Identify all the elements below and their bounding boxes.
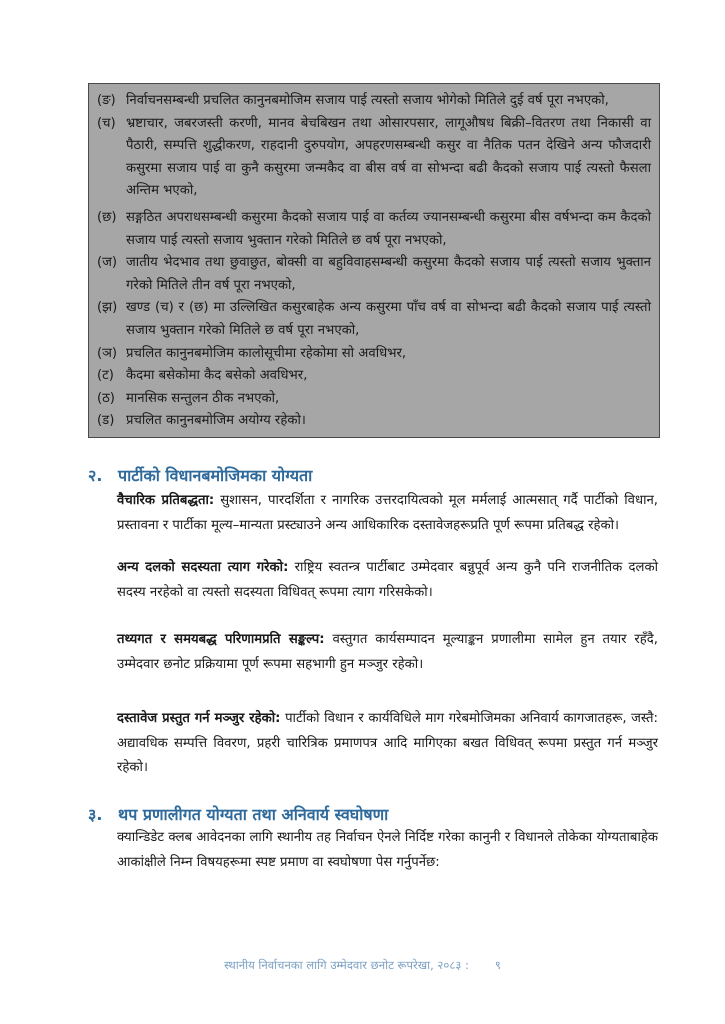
paragraph-lead: दस्तावेज प्रस्तुत गर्न मञ्जुर रहेको: xyxy=(117,711,281,726)
item-marker: (ञ) xyxy=(97,345,118,361)
paragraph-text: वस्तुगत कार्यसम्पादन मूल्याङ्कन प्रणालीमा सामेल हुन तयार रहँदै, उम्मेदवार छनोट प्रक्रियामा पूर्ण रूपमा सहभागी हुन मञ्जुर रहेको। xyxy=(117,632,659,672)
item-marker: (ट) xyxy=(97,368,114,384)
section-heading xyxy=(88,464,312,486)
item-text: निर्वाचनसम्बन्धी प्रचलित कानुनबमोजिम सजाय पाई त्यस्तो सजाय भोगेको मितिले दुई वर्ष पूरा नभएको, xyxy=(126,93,609,108)
paragraph-text: क्यान्डिडेट क्लब आवेदनका लागि स्थानीय तह निर्वाचन ऐनले निर्दिष्ट गरेका कानुनी र विधानले तोकेका योग्यताबाहेक आकांक्षीले निम्न विषयहरूमा स्पष्ट प्रमाण वा स्वघोषणा पेस गर्नुपर्नेछ: xyxy=(117,830,658,870)
list-item xyxy=(97,90,651,113)
list-item xyxy=(97,388,651,411)
item-marker: (ज) xyxy=(97,255,118,271)
list-item xyxy=(97,343,651,366)
section-number: ३. xyxy=(88,805,103,824)
item-marker: (छ) xyxy=(97,209,117,225)
section-heading xyxy=(88,803,388,825)
footer-title: स्थानीय निर्वाचनका लागि उम्मेदवार छनोट रूपरेखा, २०८३ : xyxy=(224,958,469,972)
paragraph-text: पार्टीको विधान र कार्यविधिले माग गरेबमोजिमका अनिवार्य कागजातहरू, जस्तै: अद्यावधिक सम्पत्ति विवरण, प्रहरी चारित्रिक प्रमाणपत्र आदि मागिएका बखत विधिवत् रूपमा प्रस्तुत गर्न मञ्जुर रहेको। xyxy=(117,711,658,775)
item-text: प्रचलित कानुनबमोजिम अयोग्य रहेको। xyxy=(126,413,306,429)
item-text: मानसिक सन्तुलन ठीक नभएको, xyxy=(126,390,280,406)
paragraph xyxy=(117,826,658,875)
item-text: जातीय भेदभाव तथा छुवाछुत, बोक्सी वा बहुविवाहसम्बन्धी कसुरमा कैदको सजाय पाई त्यस्तो सजाय भुक्तान गरेको मितिले तीन वर्ष पूरा नभएको, xyxy=(126,255,651,293)
paragraph xyxy=(117,489,658,538)
paragraph-text: सुशासन, पारदर्शिता र नागरिक उत्तरदायित्वको मूल मर्मलाई आत्मसात् गर्दै पार्टीको विधान, प्रस्तावना र पार्टीका मूल्य–मान्यता प्रस्ट्याउने अन्य आधिकारिक दस्तावेजहरूप्रति पूर्ण रूपमा प्रतिबद्ध रहेको। xyxy=(117,493,658,533)
list-item xyxy=(97,207,651,252)
list-item xyxy=(97,113,651,203)
item-marker: (च) xyxy=(97,115,116,131)
list-item xyxy=(97,297,651,342)
section-title: पार्टीको विधानबमोजिमका योग्यता xyxy=(118,466,313,485)
disqualification-box xyxy=(88,83,660,438)
paragraph-text: राष्ट्रिय स्वतन्त्र पार्टीबाट उम्मेदवार बन्नुपूर्व अन्य कुनै पनि राजनीतिक दलको सदस्य नरहेको वा त्यस्तो सदस्यता विधिवत् रूपमा त्याग गरिसकेको। xyxy=(117,560,659,600)
item-marker: (झ) xyxy=(97,300,118,316)
paragraph-lead: तथ्यगत र समयबद्ध परिणामप्रति सङ्कल्प: xyxy=(117,632,325,647)
list-item xyxy=(97,252,651,297)
paragraph xyxy=(117,556,658,605)
paragraph xyxy=(117,707,658,781)
section-number: २. xyxy=(88,466,103,485)
item-marker: (ङ) xyxy=(97,93,116,108)
item-text: सङ्गठित अपराधसम्बन्धी कसुरमा कैदको सजाय पाई वा कर्तव्य ज्यानसम्बन्धी कसुरमा बीस वर्षभन्दा कम कैदको सजाय पाई त्यस्तो सजाय भुक्तान गरेको मितिले छ वर्ष पूरा नभएको, xyxy=(126,209,651,248)
page-number: ९ xyxy=(494,958,501,972)
section-title: थप प्रणालीगत योग्यता तथा अनिवार्य स्वघोषणा xyxy=(118,805,389,824)
item-text: भ्रष्टाचार, जबरजस्ती करणी, मानव बेचबिखन तथा ओसारपसार, लागूऔषध बिक्री–वितरण तथा निकासी वा पैठारी, सम्पत्ति शुद्धीकरण, राहदानी दुरुपयोग, अपहरणसम्बन्धी कसुर वा नैतिक पतन देखिने अन्य फौजदारी कसुरमा सजाय पाई वा कुनै कसुरमा जन्मकैद वा बीस वर्ष वा सोभन्दा बढी कैदको सजाय पाई त्यस्तो फैसला अन्तिम भएको, xyxy=(126,115,651,199)
item-marker: (ठ) xyxy=(97,390,115,406)
item-text: प्रचलित कानुनबमोजिम कालोसूचीमा रहेकोमा सो अवधिभर, xyxy=(126,345,407,361)
item-text: खण्ड (च) र (छ) मा उल्लिखित कसुरबाहेक अन्य कसुरमा पाँच वर्ष वा सोभन्दा बढी कैदको सजाय पाई त्यस्तो सजाय भुक्तान गरेको मितिले छ वर्ष पूरा नभएको, xyxy=(126,300,651,338)
item-marker: (ड) xyxy=(97,413,115,429)
paragraph-lead: अन्य दलको सदस्यता त्याग गरेको: xyxy=(117,560,289,575)
item-text: कैदमा बसेकोमा कैद बसेको अवधिभर, xyxy=(126,368,308,384)
paragraph xyxy=(117,628,658,677)
list-item xyxy=(97,410,651,433)
page-footer xyxy=(0,958,725,973)
list-item xyxy=(97,365,651,388)
paragraph-lead: वैचारिक प्रतिबद्धता: xyxy=(117,493,215,508)
